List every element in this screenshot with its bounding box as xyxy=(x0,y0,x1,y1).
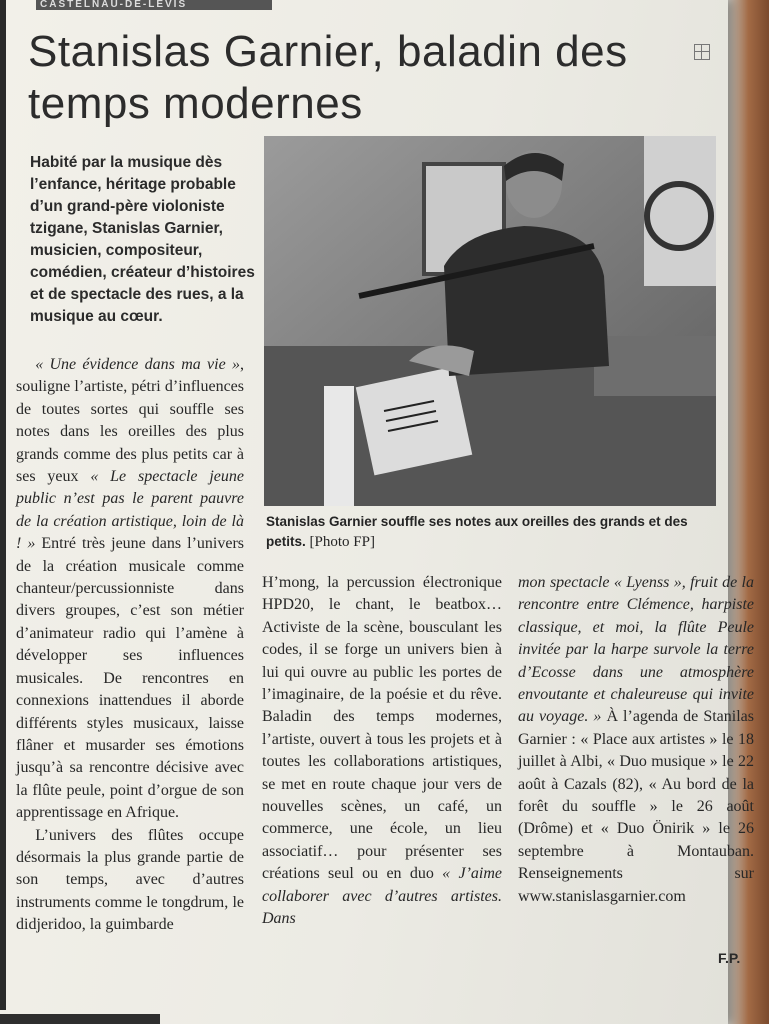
author-signature: F.P. xyxy=(718,950,741,966)
quote-jeune-public: « Le spectacle jeune public n’est pas le parent pauvre de la création artistique, loin de là ! » xyxy=(16,468,245,553)
article-photo xyxy=(264,136,716,506)
next-section-bar xyxy=(0,1014,160,1024)
col1-paragraph-2: L’univers des flûtes occupe désormais la plus grande partie de son temps, avec d’autres instruments comme le tongdrum, le didjeridoo, la guimbarde xyxy=(16,826,244,934)
article-column-1 xyxy=(16,354,244,937)
article-column-3 xyxy=(518,572,754,908)
col2-text: H’mong, la percussion électronique HPD20, le chant, le beatbox… Activiste de la scène, bousculant les codes, il se forge un univers bien à lui qui ouvre au public les portes de l’imaginaire, de la poésie et du rêve. Baladin des temps modernes, l’artiste, ouvert à tous les projets et à toutes les collaborations artistiques, se met en route chaque jour vers de nouvelles scènes, un café, un commerce, une école, un lieu associatif… pour présenter ses créations seul ou en duo xyxy=(262,574,502,883)
page-marker-icon xyxy=(694,44,710,60)
quote-collaborer: « J’aime collaborer avec d’autres artistes. Dans xyxy=(262,865,503,928)
caption-text: Stanislas Garnier souffle ses notes aux oreilles des grands et des petits. xyxy=(266,514,688,549)
col1-text-2: Entré très jeune dans l’univers de la création musicale comme chanteur/percussionniste dans divers groupes, c’est son métier d’animateur radio qui l’amène à développer ses influences musicales. De rencontres en connexions inattendues il aborde différents styles musicaux, laisse flâner et musarder ses émotions jusqu’à sa rencontre décisive avec la flûte peule, point d’orgue de son apprentissage en Afrique. xyxy=(16,535,244,822)
col3-agenda-text: À l’agenda de Stanilas Garnier : « Place aux artistes » le 18 juillet à Albi, « Duo musique » le 22 août à Cazals (82), « Au bord de la forêt du souffle » le 26 août (Drôme) et « Duo Önirik » le 26 septembre à Montauban. Renseignements sur www.stanislasgarnier.com xyxy=(518,708,754,905)
left-rule xyxy=(0,0,6,1010)
quote-evidence: « Une évidence dans ma vie » xyxy=(35,356,240,373)
col1-text-1: , souligne l’artiste, pétri d’influences de toutes sortes qui souffle ses notes dans les oreilles des plus grands comme des plus petits car à ses yeux xyxy=(16,356,244,486)
photo-credit: [Photo FP] xyxy=(309,534,375,550)
photo-caption xyxy=(266,512,718,552)
musician-photo-illustration xyxy=(264,136,716,506)
article-headline: Stanislas Garnier, baladin des temps modernes xyxy=(28,27,628,128)
quote-lyenss: mon spectacle « Lyenss », fruit de la rencontre entre Clémence, harpiste classique, et moi, la flûte Peule invitée par la harpe survole la terre d’Ecosse dans une atmosphère envoutante et chaleureuse qui invite au voyage. » xyxy=(518,574,754,726)
article-lead: Habité par la musique dès l’enfance, héritage probable d’un grand-père violoniste tzigane, Stanislas Garnier, musicien, compositeur, comédien, créateur d’histoires et de spectacle des rues, a la musique au cœur. xyxy=(30,154,255,325)
section-kicker: CASTELNAU-DE-LÉVIS xyxy=(36,0,272,10)
article-column-2 xyxy=(262,572,502,931)
